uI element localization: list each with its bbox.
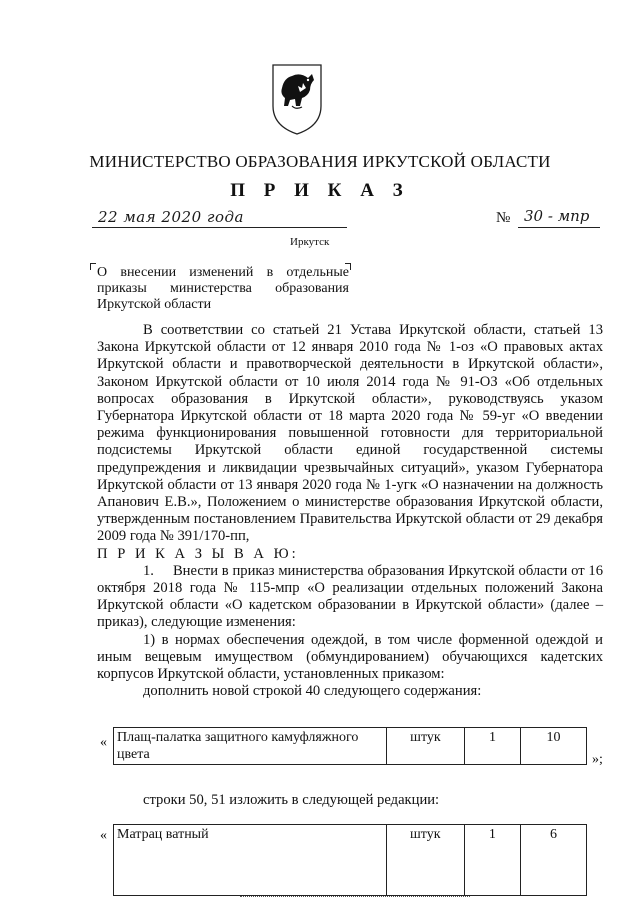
add-row-paragraph: дополнить новой строкой 40 следующего содержания: (143, 683, 482, 700)
item-name-cell: Матрац ватный (114, 825, 387, 896)
close-quote: »; (592, 752, 603, 767)
item-name-cell: Плащ-палатка защитного камуфляжного цвета (114, 728, 387, 765)
subject-bracket-left (90, 263, 96, 270)
norms-table-new-row (113, 727, 587, 765)
number-underline (518, 227, 600, 228)
item-1-1-paragraph: 1) в нормах обеспечения одеждой, в том числе форменной одеждой и иным вещевым имуществом (обмундированием) обучающихся кадетских корпусов Иркутской области, установленных приказом: (97, 631, 603, 683)
city-name: Иркутск (290, 236, 330, 248)
table-row (114, 728, 587, 765)
open-quote: « (100, 828, 107, 843)
order-subject: О внесении изменений в отдельные приказы министерства образования Иркутской области (97, 265, 349, 312)
irkutsk-coat-of-arms-icon (270, 62, 324, 136)
total-cell: 6 (521, 825, 587, 896)
date-underline (92, 227, 347, 228)
command-word: П Р И К А З Ы В А Ю: (97, 545, 299, 562)
open-quote: « (100, 735, 107, 750)
preamble-paragraph: В соответствии со статьей 21 Устава Иркутской области, статьей 13 Закона Иркутской области от 12 января 2010 года № 1-оз «О правовых актах Иркутской области и правотворческой деятельности в Иркутской области», Законом Иркутской области от 10 июля 2014 года № 91-ОЗ «Об отдельных вопросах образования в Иркутской области», руководствуясь указом Губернатора Иркутской области от 18 марта 2020 года № 59-уг «О введении режима функционирования повышенной готовности для территориальной подсистемы Иркутской области единой государственной системы предупреждения и ликвидации чрезвычайных ситуаций», указом Губернатора Иркутской области от 13 января 2020 года № 1-угк «О назначении на должность Апанович Е.В.», Положением о министерстве образования Иркутской области, утвержденным постановлением Правительства Иркутской области от 29 декабря 2009 года № 391/170-пп, (97, 322, 603, 545)
document-type-title: П Р И К А З (230, 180, 410, 201)
scan-edge-mark (240, 896, 470, 897)
norms-table-edited-rows (113, 824, 587, 896)
ministry-title: МИНИСТЕРСТВО ОБРАЗОВАНИЯ ИРКУТСКОЙ ОБЛАСТИ (89, 152, 551, 171)
rows-edit-paragraph: строки 50, 51 изложить в следующей редакции: (143, 792, 440, 808)
order-body (97, 322, 603, 700)
number-sign: № (496, 210, 511, 226)
order-number: 30 - мпр (524, 207, 590, 225)
total-cell: 10 (521, 728, 587, 765)
unit-cell: штук (386, 825, 464, 896)
item-1-paragraph: 1. Внести в приказ министерства образования Иркутской области от 16 октября 2018 года № 115-мпр «О реализации отдельных положений Закона Иркутской области «О кадетском образовании в Иркутской области» (далее – приказ), следующие изменения: (97, 562, 603, 631)
quantity-cell: 1 (464, 825, 520, 896)
order-date: 22 мая 2020 года (98, 208, 244, 226)
quantity-cell: 1 (464, 728, 520, 765)
unit-cell: штук (386, 728, 464, 765)
table-row (114, 825, 587, 896)
